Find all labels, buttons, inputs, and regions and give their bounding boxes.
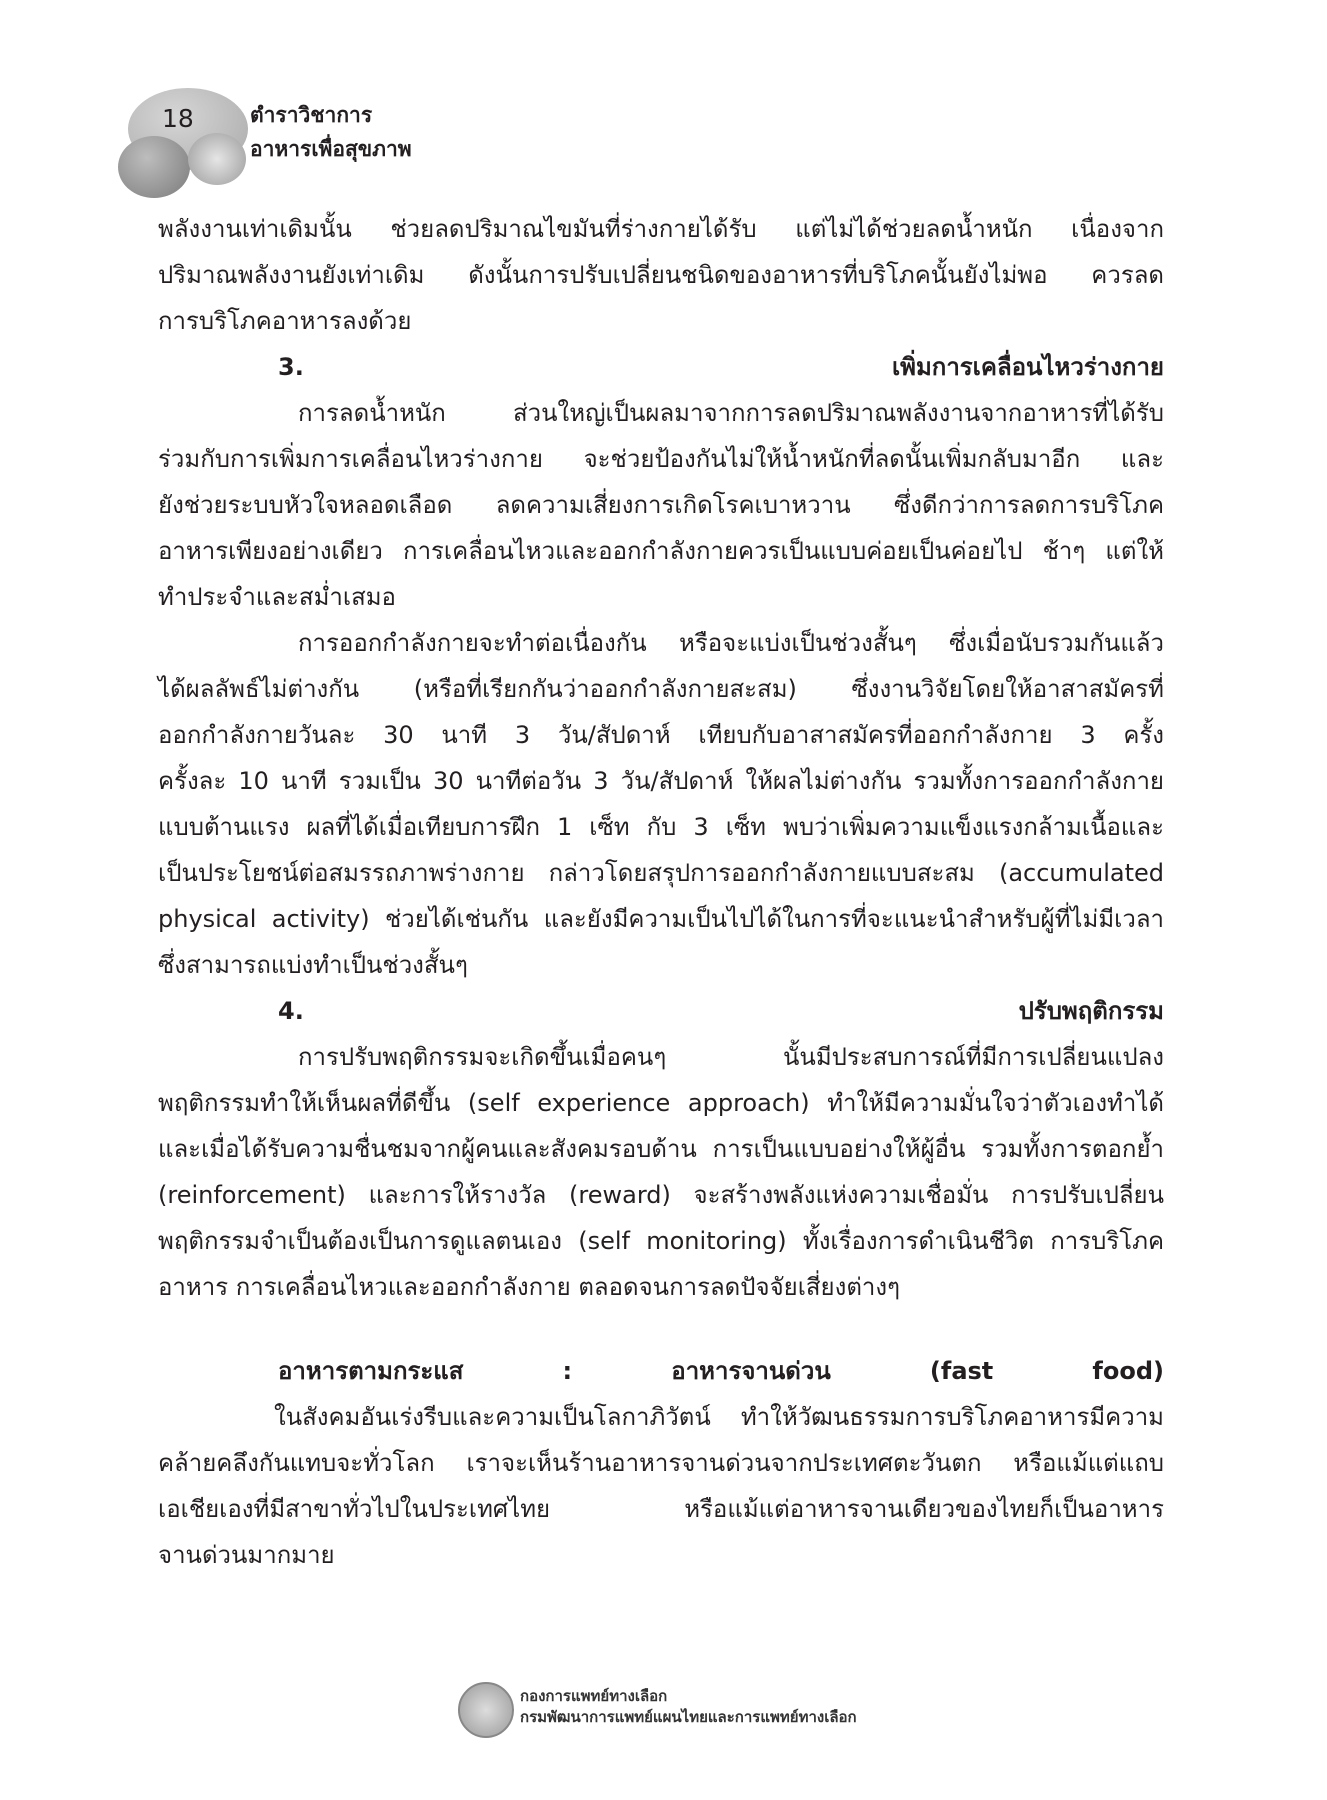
book-title-line2: อาหารเพื่อสุขภาพ — [250, 137, 412, 161]
text-line: physical activity) ช่วยได้เช่นกัน และยังมีความเป็นไปได้ในการที่จะแนะนำสำหรับผู้ที่ไม่มีเวลา — [158, 905, 1164, 933]
department-seal-icon — [458, 1682, 514, 1738]
paragraph — [158, 390, 1164, 620]
text-line: การออกกำลังกายจะทำต่อเนื่องกัน หรือจะแบ่งเป็นช่วงสั้นๆ ซึ่งเมื่อนับรวมกันแล้ว — [298, 629, 1164, 657]
paragraph — [158, 1034, 1164, 1310]
text-line: การลดน้ำหนัก ส่วนใหญ่เป็นผลมาจากการลดปริมาณพลังงานจากอาหารที่ได้รับ — [298, 399, 1164, 427]
text-line: (reinforcement) และการให้รางวัล (reward) จะสร้างพลังแห่งความเชื่อมั่น การปรับเปลี่ยน — [158, 1181, 1164, 1209]
section-heading-4: 4. ปรับพฤติกรรม — [278, 997, 1164, 1025]
text-line: การปรับพฤติกรรมจะเกิดขึ้นเมื่อคนๆ นั้นมีประสบการณ์ที่มีการเปลี่ยนแปลง — [298, 1043, 1164, 1071]
paragraph — [158, 206, 1164, 344]
text-line: ยังช่วยระบบหัวใจหลอดเลือด ลดความเสี่ยงการเกิดโรคเบาหวาน ซึ่งดีกว่าการลดการบริโภค — [158, 491, 1164, 519]
text-line: อาหารเพียงอย่างเดียว การเคลื่อนไหวและออกกำลังกายควรเป็นแบบค่อยเป็นค่อยไป ช้าๆ แต่ให้ — [158, 537, 1164, 565]
text-line: ปริมาณพลังงานยังเท่าเดิม ดังนั้นการปรับเปลี่ยนชนิดของอาหารที่บริโภคนั้นยังไม่พอ ควรลด — [158, 261, 1164, 289]
footer-line1: กองการแพทย์ทางเลือก — [520, 1687, 668, 1705]
book-title — [250, 98, 412, 166]
text-line: จานด่วนมากมาย — [158, 1541, 335, 1569]
text-line: อาหาร การเคลื่อนไหวและออกกำลังกาย ตลอดจนการลดปัจจัยเสี่ยงต่างๆ — [158, 1273, 900, 1301]
section-heading-3: 3. เพิ่มการเคลื่อนไหวร่างกาย — [278, 353, 1164, 381]
text-line: ในสังคมอันเร่งรีบและความเป็นโลกาภิวัตน์ ทำให้วัฒนธรรมการบริโภคอาหารมีความ — [274, 1403, 1164, 1431]
page-header — [118, 88, 438, 198]
text-line: ซึ่งสามารถแบ่งทำเป็นช่วงสั้นๆ — [158, 951, 468, 979]
page-number: 18 — [162, 104, 194, 133]
paragraph — [158, 1394, 1164, 1578]
section-heading-fast-food: อาหารตามกระแส : อาหารจานด่วน (fast food) — [278, 1357, 1164, 1385]
tomato-half-image — [188, 133, 246, 185]
text-line: พฤติกรรมทำให้เห็นผลที่ดีขึ้น (self experience approach) ทำให้มีความมั่นใจว่าตัวเองทำได้ — [158, 1089, 1164, 1117]
text-line: พฤติกรรมจำเป็นต้องเป็นการดูแลตนเอง (self monitoring) ทั้งเรื่องการดำเนินชีวิต การบริโภค — [158, 1227, 1164, 1255]
text-line: พลังงานเท่าเดิมนั้น ช่วยลดปริมาณไขมันที่ร่างกายได้รับ แต่ไม่ได้ช่วยลดน้ำหนัก เนื่องจาก — [158, 215, 1164, 243]
book-title-line1: ตำราวิชาการ — [250, 103, 373, 127]
page-body — [158, 206, 1164, 1578]
text-line: เป็นประโยชน์ต่อสมรรถภาพร่างกาย กล่าวโดยสรุปการออกกำลังกายแบบสะสม (accumulated — [158, 859, 1164, 887]
text-line: เอเชียเองที่มีสาขาทั่วไปในประเทศไทย หรือแม้แต่อาหารจานเดียวของไทยก็เป็นอาหาร — [158, 1495, 1164, 1523]
text-line: แบบต้านแรง ผลที่ได้เมื่อเทียบการฝึก 1 เซ็ท กับ 3 เซ็ท พบว่าเพิ่มความแข็งแรงกล้ามเนื้อและ — [158, 813, 1164, 841]
text-line: ร่วมกับการเพิ่มการเคลื่อนไหวร่างกาย จะช่วยป้องกันไม่ให้น้ำหนักที่ลดนั้นเพิ่มกลับมาอีก และ — [158, 445, 1164, 473]
text-line: การบริโภคอาหารลงด้วย — [158, 307, 412, 335]
footer-text — [520, 1686, 857, 1728]
paragraph — [158, 620, 1164, 988]
text-line: คล้ายคลึงกันแทบจะทั่วโลก เราจะเห็นร้านอาหารจานด่วนจากประเทศตะวันตก หรือแม้แต่แถบ — [158, 1449, 1164, 1477]
text-line: ทำประจำและสม่ำเสมอ — [158, 583, 396, 611]
text-line: และเมื่อได้รับความชื่นชมจากผู้คนและสังคมรอบด้าน การเป็นแบบอย่างให้ผู้อื่น รวมทั้งการตอกย้ำ — [158, 1135, 1164, 1163]
text-line: ครั้งละ 10 นาที รวมเป็น 30 นาทีต่อวัน 3 วัน/สัปดาห์ ให้ผลไม่ต่างกัน รวมทั้งการออกกำลังกาย — [158, 767, 1164, 795]
tomato-image — [118, 136, 190, 198]
text-line: ได้ผลลัพธ์ไม่ต่างกัน (หรือที่เรียกกันว่าออกกำลังกายสะสม) ซึ่งงานวิจัยโดยให้อาสาสมัครที่ — [158, 675, 1164, 703]
footer-line2: กรมพัฒนาการแพทย์แผนไทยและการแพทย์ทางเลือก — [520, 1708, 857, 1726]
text-line: ออกกำลังกายวันละ 30 นาที 3 วัน/สัปดาห์ เทียบกับอาสาสมัครที่ออกกำลังกาย 3 ครั้ง — [158, 721, 1164, 749]
